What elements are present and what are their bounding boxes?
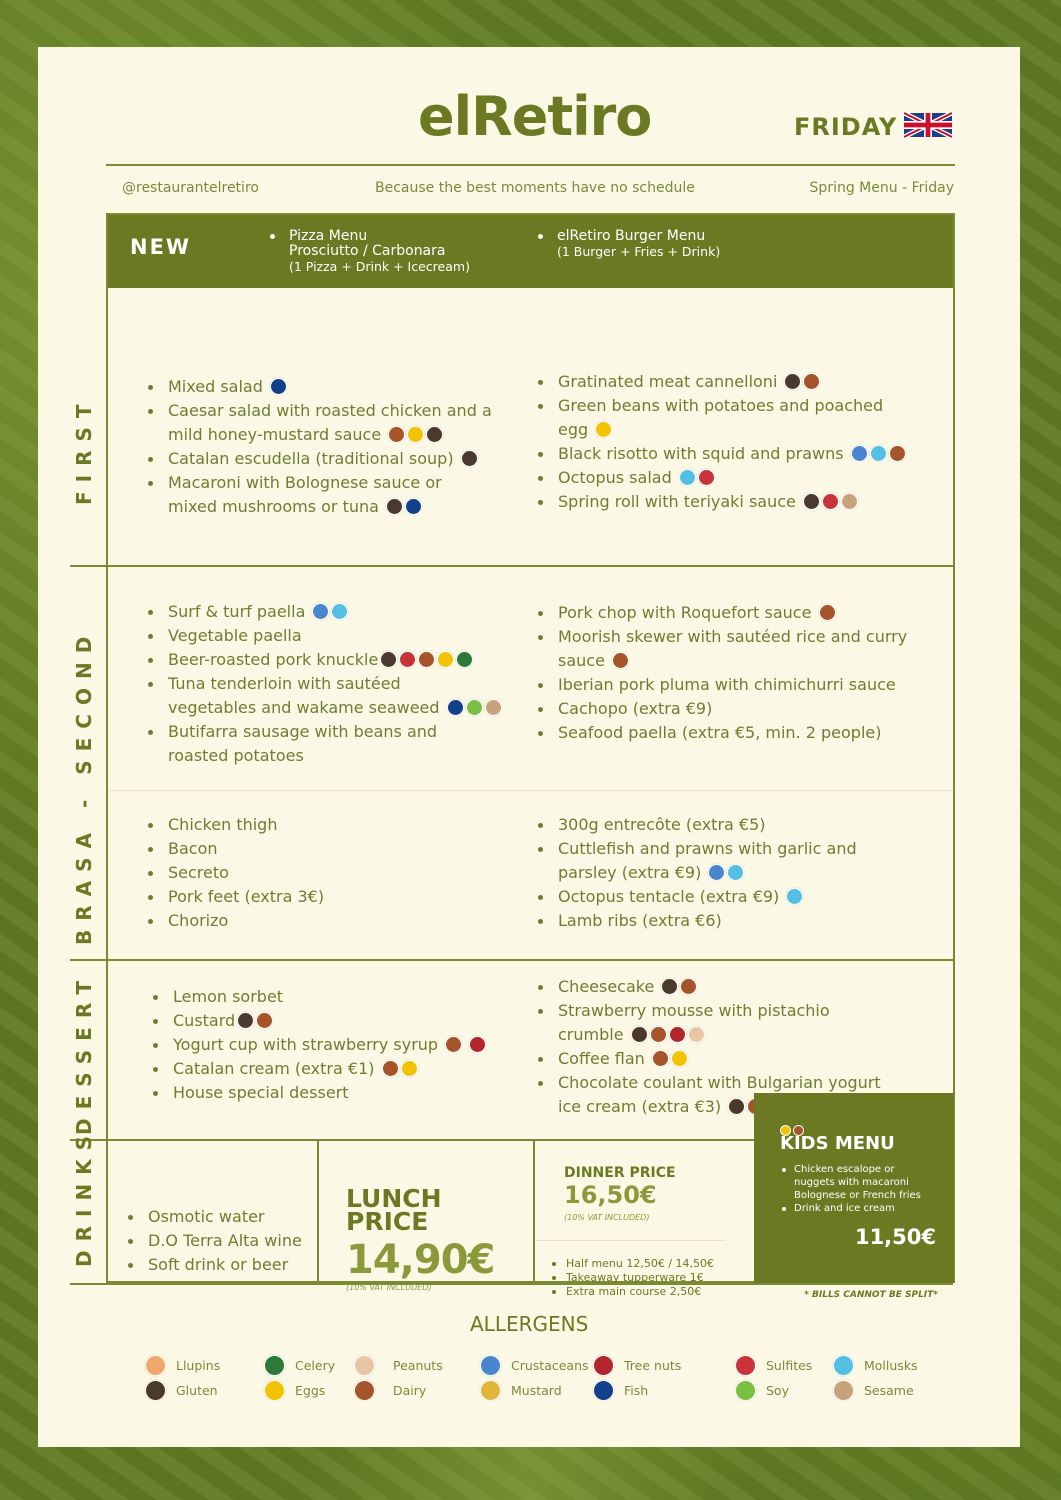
list-item: Moorish skewer with sautéed rice and curry [538,625,948,649]
soy-icon [466,699,483,716]
kids-menu-box [754,1093,954,1283]
fish-icon [447,699,464,716]
allergen-peanuts: Peanuts [352,1355,443,1376]
list-item-continued: parsley (extra €9) [538,861,948,885]
allergen-dairy: Dairy [352,1380,426,1401]
allergens-title: ALLERGENS [470,1312,589,1336]
list-item: Coffee flan [538,1047,948,1071]
gluten-icon [386,498,403,515]
list-item: Bacon [148,837,528,861]
list-item: Secreto [148,861,528,885]
list-item: Octopus salad [538,466,948,490]
list-item-continued: roasted potatoes [168,746,304,765]
lupins-icon [145,1355,166,1376]
section-title-dessert: DESSERT [72,972,96,1135]
soy-icon [735,1380,756,1401]
sesame-icon [833,1380,854,1401]
new-band [108,215,953,288]
list-item: Macaroni with Bolognese sauce or [148,471,508,495]
allergen-gluten: Gluten [143,1380,218,1401]
instagram-handle: @restaurantelretiro [122,180,259,196]
celery-icon [264,1355,285,1376]
lunch-divider [533,1141,535,1283]
gluten-icon [631,1026,648,1043]
menu-name: Spring Menu - Friday [809,180,954,196]
mustard-icon [480,1380,501,1401]
peanuts-icon [354,1355,375,1376]
restaurant-logo: elRetiro [418,85,652,148]
list-item-continued: mild honey-mustard sauce [148,423,508,447]
sesame-icon [485,699,502,716]
gluten-icon [728,1098,745,1115]
divider-first [70,565,953,567]
dairy-icon [803,373,820,390]
lunch-price-label: PRICE [346,1207,429,1236]
sulfites-icon [399,651,416,668]
eggs-icon [671,1050,688,1067]
dinner-price: 16,50€ [564,1181,657,1209]
kids-menu-price: 11,50€ [854,1225,936,1249]
second-right-list [538,601,948,745]
pizza-menu-flavours: Prosciutto / Carbonara [289,243,446,259]
celery-icon [456,651,473,668]
pizza-menu-includes: (1 Pizza + Drink + Icecream) [289,259,470,274]
sulfites-icon [822,493,839,510]
dinner-price-block [564,1165,676,1222]
list-item-continued: egg [538,418,948,442]
list-item: Osmotic water [128,1205,328,1229]
gluten-icon [803,493,820,510]
crustaceans-icon [312,603,329,620]
list-item-continued: ice cream (extra €3) [538,1095,948,1119]
gluten-icon [661,978,678,995]
gluten-icon [461,450,478,467]
list-item: Chicken escalope or nuggets with macaroni Bolognese or French fries [782,1163,947,1202]
dairy-icon [388,426,405,443]
new-label: NEW [130,235,192,259]
lunch-label: LUNCH [346,1184,442,1213]
uk-flag-icon [904,110,952,140]
gluten-icon [380,651,397,668]
list-item: Soft drink or beer [128,1253,328,1277]
crustaceans-icon [708,864,725,881]
mollusks-icon [679,469,696,486]
list-item: Half menu 12,50€ / 14,50€ [552,1257,742,1271]
list-item: Spring roll with teriyaki sauce [538,490,948,514]
allergen-soy: Soy [733,1380,789,1401]
peanuts-icon [688,1026,705,1043]
eggs-icon [407,426,424,443]
list-item-continued: mixed mushrooms or tuna [148,495,508,519]
mollusks-icon [727,864,744,881]
burger-menu-item [538,229,720,259]
list-item: Black risotto with squid and prawns [538,442,948,466]
tagline: Because the best moments have no schedule [375,180,695,196]
list-item: Catalan cream (extra €1) [153,1057,533,1081]
lunch-vat-note: (10% VAT INCLUDED) [346,1283,432,1292]
dairy-icon [612,652,629,669]
list-item: Lamb ribs (extra €6) [538,909,948,933]
tree-nuts-icon [593,1355,614,1376]
dairy-icon [354,1380,375,1401]
fish-icon [593,1380,614,1401]
list-item: Pork feet (extra 3€) [148,885,528,909]
pizza-menu-item [270,229,470,274]
dairy-icon [652,1050,669,1067]
list-item: Octopus tentacle (extra €9) [538,885,948,909]
list-item: Strawberry mousse with pistachio [538,999,948,1023]
gluten-icon [237,1012,254,1029]
list-item: Extra main course 2,50€ [552,1285,742,1299]
lunch-price: 14,90€ [346,1237,495,1283]
list-item: Vegetable paella [148,624,528,648]
bills-note: * BILLS CANNOT BE SPLIT* [804,1290,938,1300]
dairy-icon [819,604,836,621]
allergen-sulfites: Sulfites [733,1355,812,1376]
divider-drinks [70,1283,953,1285]
list-item: Green beans with potatoes and poached [538,394,948,418]
list-item: House special dessert [153,1081,533,1105]
tree-nuts-icon [669,1026,686,1043]
eggs-icon [437,651,454,668]
dairy-icon [680,978,697,995]
dairy-icon [382,1060,399,1077]
list-item: D.O Terra Alta wine [128,1229,328,1253]
mollusks-icon [331,603,348,620]
divider-second-brasa [108,790,953,791]
divider-second [70,959,953,961]
list-item-continued: sauce [538,649,948,673]
header-divider [106,164,955,166]
dairy-icon [418,651,435,668]
dairy-icon [889,445,906,462]
list-item: Takeaway tupperware 1€ [552,1271,742,1285]
allergen-eggs: Eggs [262,1380,325,1401]
section-title-first: FIRST [72,395,96,505]
list-item: Lemon sorbet [153,985,533,1009]
list-item: Gratinated meat cannelloni [538,370,948,394]
list-item: Butifarra sausage with beans and [148,720,528,744]
first-left-list [148,375,508,519]
mollusks-icon [786,888,803,905]
dinner-vat-note: (10% VAT INCLUDED) [564,1213,650,1222]
brasa-left-list [148,813,528,933]
fish-icon [270,378,287,395]
section-title-second: BRASA - SECOND [72,627,96,945]
eggs-icon [595,421,612,438]
list-item: Iberian pork pluma with chimichurri sauce [538,673,948,697]
second-left-list [148,600,528,768]
dairy-icon [256,1012,273,1029]
crustaceans-icon [480,1355,501,1376]
list-item: Cuttlefish and prawns with garlic and [538,837,948,861]
crustaceans-icon [851,445,868,462]
gluten-icon [426,426,443,443]
list-item: Mixed salad [148,375,508,399]
lunch-price-block [346,1184,495,1292]
eggs-icon [401,1060,418,1077]
list-item: Chocolate coulant with Bulgarian yogurt [538,1071,948,1095]
sesame-icon [841,493,858,510]
mollusks-icon [870,445,887,462]
burger-menu-title: elRetiro Burger Menu [557,228,706,244]
list-item: Beer-roasted pork knuckle [148,648,528,672]
allergen-sesame: Sesame [831,1380,914,1401]
menu-page [38,47,1020,1447]
list-item-continued: crumble [538,1023,948,1047]
mollusks-icon [833,1355,854,1376]
tree-nuts-icon [469,1036,486,1053]
list-item: Caesar salad with roasted chicken and a [148,399,508,423]
pizza-menu-title: Pizza Menu [289,228,368,244]
list-item: Tuna tenderloin with sautéed [148,672,528,696]
list-item: Seafood paella (extra €5, min. 2 people) [538,721,948,745]
dessert-left-list [153,985,533,1105]
allergen-mustard: Mustard [478,1380,562,1401]
sulfites-icon [698,469,715,486]
list-item: Catalan escudella (traditional soup) [148,447,508,471]
dairy-icon [650,1026,667,1043]
list-item: 300g entrecôte (extra €5) [538,813,948,837]
drinks-list [128,1205,328,1277]
allergen-lupins: Llupins [143,1355,220,1376]
allergen-tree-nuts: Tree nuts [591,1355,681,1376]
first-right-list [538,370,948,514]
dinner-notes [552,1257,742,1299]
gluten-icon [145,1380,166,1401]
allergen-celery: Celery [262,1355,335,1376]
day-label: FRIDAY [794,113,898,141]
kids-items [782,1163,947,1215]
list-item: Chicken thigh [148,813,528,837]
list-item: Cheesecake [538,975,948,999]
dinner-inner-divider [536,1240,726,1241]
list-item: Chorizo [148,909,528,933]
allergen-mollusks: Mollusks [831,1355,918,1376]
list-item-continued: vegetables and wakame seaweed [148,696,528,720]
fish-icon [405,498,422,515]
allergen-crustaceans: Crustaceans [478,1355,589,1376]
eggs-icon [264,1380,285,1401]
kids-menu-title: KIDS MENU [780,1133,895,1154]
brasa-right-list [538,813,948,933]
burger-menu-includes: (1 Burger + Fries + Drink) [557,244,721,259]
list-item: Yogurt cup with strawberry syrup [153,1033,533,1057]
section-title-drinks: DRINKS [72,1126,96,1267]
list-item: Cachopo (extra €9) [538,697,948,721]
drinks-divider [317,1141,319,1283]
list-item: Drink and ice cream [782,1202,947,1215]
allergen-fish: Fish [591,1380,648,1401]
dairy-icon [445,1036,462,1053]
list-item: Pork chop with Roquefort sauce [538,601,948,625]
list-item: Custard [153,1009,533,1033]
dinner-label: DINNER PRICE [564,1165,676,1181]
sulfites-icon [735,1355,756,1376]
list-item: Surf & turf paella [148,600,528,624]
gluten-icon [784,373,801,390]
